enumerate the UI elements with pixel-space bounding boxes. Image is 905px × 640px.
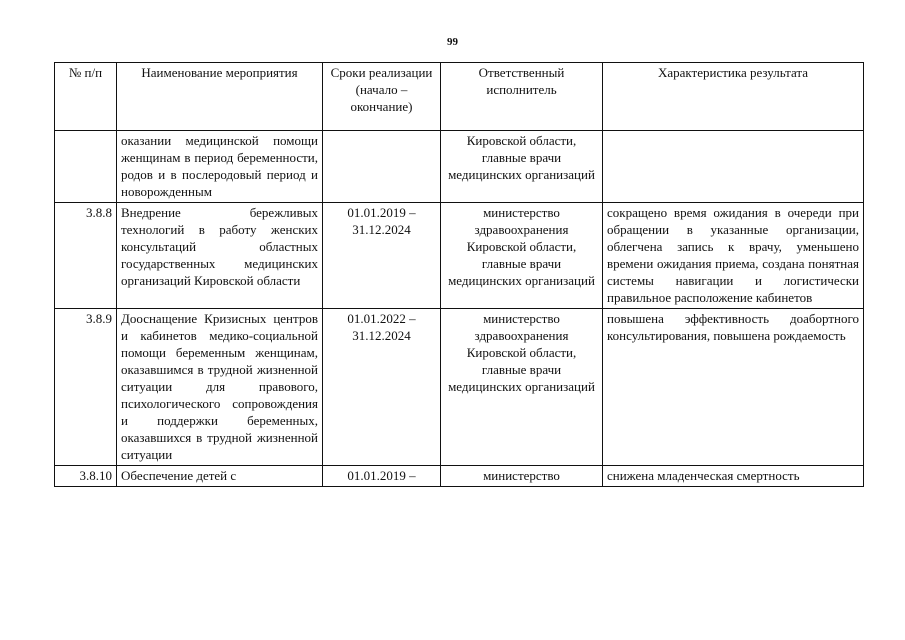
row-responsible: министерство здравоохранения Кировской области, главные врачи медицинских организаций <box>441 203 603 309</box>
row-responsible: Кировской области, главные врачи медицинских организаций <box>441 131 603 203</box>
row-responsible: министерство здравоохранения Кировской области, главные врачи медицинских организаций <box>441 309 603 466</box>
row-name: Дооснащение Кризисных центров и кабинетов медико-социальной помощи беременным женщинам, оказавшимся в трудной жизненной ситуации для правового, психологического сопровождения и поддержки беременных, оказавшихся в трудной жизненной ситуации <box>117 309 323 466</box>
row-result: сокращено время ожидания в очереди при обращении в указанные организации, облегчена запись к врачу, уменьшено времени ожидания приема, создана понятная системы навигации и логистически правильное расположение кабинетов <box>603 203 864 309</box>
row-result <box>603 131 864 203</box>
table-row <box>55 466 864 487</box>
row-dates: 01.01.2022 – 31.12.2024 <box>323 309 441 466</box>
row-number <box>55 131 117 203</box>
table-row <box>55 131 864 203</box>
row-dates: 01.01.2019 – 31.12.2024 <box>323 203 441 309</box>
header-responsible: Ответственный исполнитель <box>441 63 603 131</box>
row-number: 3.8.8 <box>55 203 117 309</box>
header-result: Характеристика результата <box>603 63 864 131</box>
row-result: повышена эффективность доабортного консультирования, повышена рождаемость <box>603 309 864 466</box>
row-name: Обеспечение детей с <box>117 466 323 487</box>
measures-table <box>54 62 864 487</box>
header-num: № п/п <box>55 63 117 131</box>
table-row <box>55 203 864 309</box>
header-dates: Сроки реализации (начало – окончание) <box>323 63 441 131</box>
table-row <box>55 309 864 466</box>
row-number: 3.8.10 <box>55 466 117 487</box>
row-name: оказании медицинской помощи женщинам в период беременности, родов и в послеродовый период и новорожденным <box>117 131 323 203</box>
row-name: Внедрение бережливых технологий в работу женских консультаций областных государственных медицинских организаций Кировской области <box>117 203 323 309</box>
row-dates <box>323 131 441 203</box>
table-header-row <box>55 63 864 131</box>
row-result: снижена младенческая смертность <box>603 466 864 487</box>
header-name: Наименование мероприятия <box>117 63 323 131</box>
row-responsible: министерство <box>441 466 603 487</box>
row-number: 3.8.9 <box>55 309 117 466</box>
row-dates: 01.01.2019 – <box>323 466 441 487</box>
page-number: 99 <box>447 36 458 48</box>
